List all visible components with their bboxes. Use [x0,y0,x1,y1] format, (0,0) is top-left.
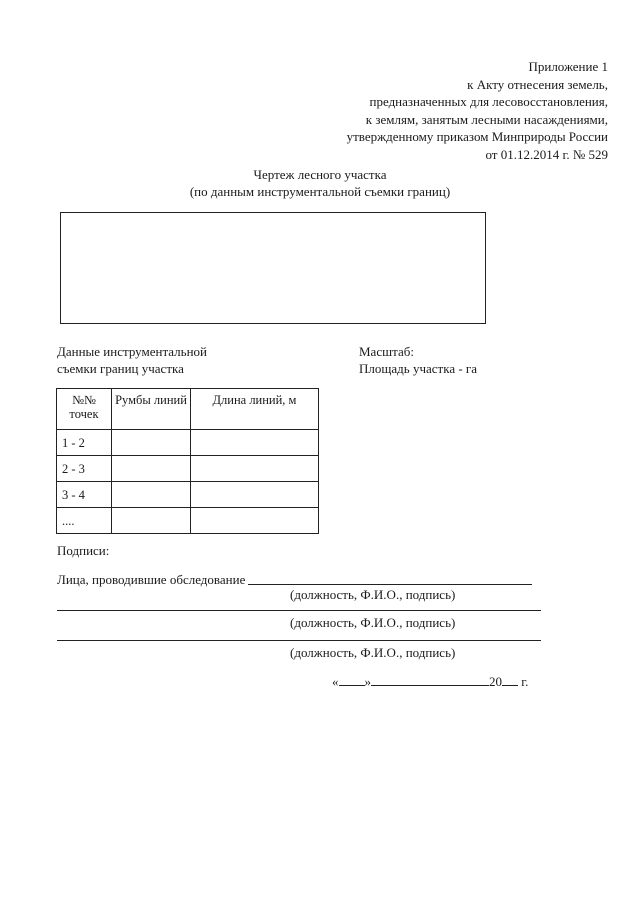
cell-bearing [112,456,191,482]
survey-label-line-2: съемки границ участка [57,361,184,376]
survey-table [56,388,319,534]
survey-label-line-1: Данные инструментальной [57,344,207,359]
survey-data-label [57,343,207,377]
title-line-2: (по данным инструментальной съемки границ) [189,184,451,199]
date-open-quote: « [332,674,339,689]
signature-line-2 [57,610,541,611]
header-bearings: Румбы линий [112,389,191,430]
signature-hint-3: (должность, Ф.И.О., подпись) [290,645,456,660]
cell-bearing [112,482,191,508]
appendix-line: к землям, занятым лесными насаждениями, [365,111,608,127]
signature-line-3 [57,640,541,641]
table-header-row [57,389,319,430]
cell-length [191,456,319,482]
day-blank [339,673,365,686]
cell-points: 2 - 3 [57,456,112,482]
cell-points: 3 - 4 [57,482,112,508]
signature-hint-1: (должность, Ф.И.О., подпись) [290,587,456,602]
cell-points: 1 - 2 [57,430,112,456]
cell-bearing [112,430,191,456]
appendix-line: утвержденному приказом Минприроды России [346,129,608,144]
date-row [332,673,528,690]
year-blank [502,673,518,686]
header-line-length: Длина линий, м [191,389,319,430]
table-row [57,508,319,534]
signature-hint-2: (должность, Ф.И.О., подпись) [290,615,456,630]
plot-drawing-box [60,212,486,324]
scale-block [359,343,477,377]
cell-length [191,482,319,508]
signatures-heading: Подписи: [57,543,110,558]
title-line-1: Чертеж лесного участка [253,167,387,182]
month-blank [371,673,489,686]
appendix-line: предназначенных для лесовосстановления, [369,94,608,109]
signature-line-1 [248,584,532,585]
appendix-line: от 01.12.2014 г. № 529 [485,146,608,162]
cell-bearing [112,508,191,534]
year-suffix: г. [521,674,529,689]
cell-length [191,430,319,456]
table-row [57,482,319,508]
area-label: Площадь участка - га [359,361,478,376]
cell-points: .... [57,508,112,534]
scale-label: Масштаб: [359,344,414,359]
document-title [0,166,640,200]
table-row [57,456,319,482]
table-row [57,430,319,456]
appendix-line: Приложение 1 [528,59,608,74]
persons-label: Лица, проводившие обследование [57,572,246,587]
header-points: №№ точек [57,389,112,430]
appendix-header [248,58,608,163]
year-prefix: 20 [489,674,502,689]
date-close-quote: » [364,674,371,689]
cell-length [191,508,319,534]
appendix-line: к Акту отнесения земель, [467,76,608,92]
